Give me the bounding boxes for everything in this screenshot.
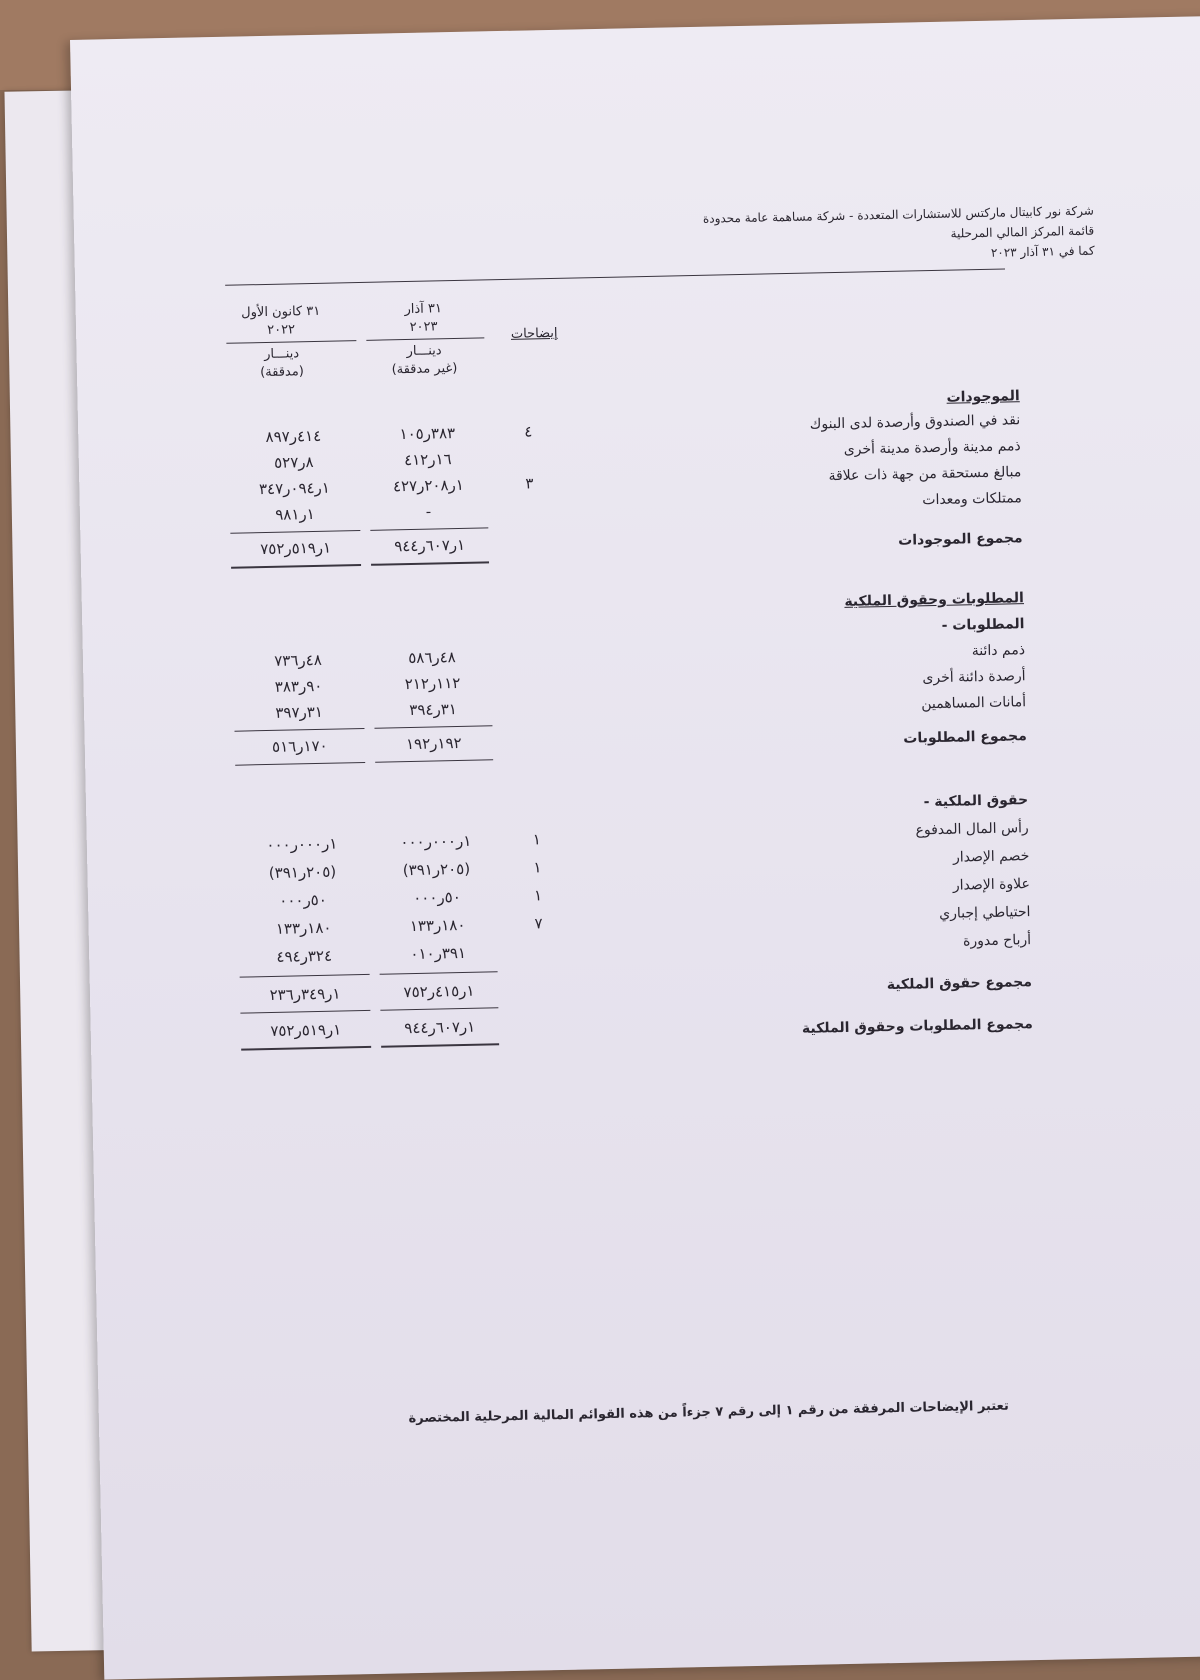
footer-note: تعتبر الإيضاحات المرفقة من رقم ١ إلى رقم ٧ جزءاً من هذه القوائم المالية المرحلية المختصرة	[408, 1398, 1009, 1427]
row-label: أمانات المساهمين	[921, 694, 1027, 713]
grand-total-prior-value: ١ر٥١٩ر٧٥٢	[270, 1020, 342, 1041]
row-label: أرصدة دائنة أخرى	[922, 668, 1026, 687]
row-note: ٧	[534, 914, 543, 933]
subtotal-rule	[370, 527, 488, 530]
row-prior-value: ٣٢٤ر٤٩٤	[276, 946, 333, 966]
subtotal-rule	[230, 530, 360, 534]
subtotal-rule	[380, 1007, 498, 1010]
total-current-value: ١ر٤١٥ر٧٥٢	[403, 981, 475, 1002]
row-label: ذمم مدينة وأرصدة مدينة أخرى	[843, 438, 1021, 458]
header-rule	[225, 268, 1005, 285]
liabilities-title: المطلوبات -	[941, 616, 1025, 634]
total-current-value: ١ر٦٠٧ر٩٤٤	[394, 535, 466, 556]
subtotal-rule	[240, 1010, 370, 1014]
row-prior-value: ١ر٠٩٤ر٣٤٧	[258, 478, 331, 499]
row-current-value: ٣٩١ر٠١٠	[410, 943, 467, 964]
row-note	[519, 942, 559, 943]
row-label: نقد في الصندوق وأرصدة لدى البنوك	[809, 412, 1021, 433]
row-note: ٣	[525, 474, 534, 493]
row-label: أرباح مدورة	[962, 932, 1032, 950]
row-current-value: ٤٨ر٥٨٦	[408, 648, 456, 668]
total-rule	[371, 561, 489, 565]
row-prior-value: ٨ر٥٢٧	[273, 452, 314, 472]
equity-title: حقوق الملكية -	[923, 792, 1029, 811]
row-note: ١	[533, 886, 543, 905]
row-current-value: ١١٢ر٢١٢	[404, 673, 461, 694]
total-rule	[375, 759, 493, 762]
row-note: ١	[532, 830, 542, 849]
row-label: ممتلكات ومعدات	[922, 490, 1022, 509]
row-prior-value: ٣١ر٣٩٧	[275, 702, 324, 722]
row-current-value: ٥٠ر٠٠٠	[413, 888, 461, 907]
prior-period-subheader	[211, 344, 352, 383]
prior-period-header	[211, 302, 352, 341]
row-prior-value: ١ر٠٠٠ر٠٠٠	[266, 834, 338, 855]
total-label: مجموع الموجودات	[898, 530, 1023, 549]
company-name: شركة نور كابيتال ماركتس للاستشارات المتعددة - شركة مساهمة عامة محدودة	[702, 203, 1094, 226]
grand-total-rule	[381, 1043, 499, 1047]
total-prior-value: ١ر٣٤٩ر٢٣٦	[269, 984, 341, 1005]
notes-column-header: إيضاحات	[510, 325, 558, 342]
row-label: خصم الإصدار	[952, 848, 1030, 866]
prior-status: (مدققة)	[259, 364, 304, 381]
total-rule	[235, 762, 365, 766]
total-current-value: ١٩٢ر١٩٢	[405, 733, 462, 754]
statement-date: كما في ٣١ آذار ٢٠٢٣	[990, 243, 1095, 260]
row-current-value: ٣١ر٣٩٤	[409, 700, 458, 720]
statement-title: قائمة المركز المالي المرحلية	[950, 223, 1095, 241]
prior-date: ٣١ كانون الأول	[241, 303, 321, 321]
grand-total-label: مجموع المطلوبات وحقوق الملكية	[801, 1016, 1033, 1037]
row-prior-value: ٩٠ر٣٨٣	[274, 676, 323, 696]
row-prior-value: ٤٨ر٧٣٦	[274, 650, 322, 670]
row-label: رأس المال المدفوع	[915, 820, 1029, 839]
row-current-value: ١٦ر٤١٢	[403, 450, 452, 470]
subtotal-rule	[235, 728, 365, 732]
grand-total-current-value: ١ر٦٠٧ر٩٤٤	[404, 1017, 476, 1038]
current-status: (غير مدققة)	[391, 360, 458, 378]
row-label: علاوة الإصدار	[952, 876, 1031, 894]
subtotal-rule	[374, 725, 492, 728]
prior-header-rule	[226, 340, 356, 344]
row-note	[510, 500, 550, 501]
current-period-subheader	[361, 341, 487, 380]
total-label: مجموع المطلوبات	[903, 728, 1027, 747]
subtotal-rule	[240, 974, 370, 978]
row-note: ٤	[524, 422, 533, 441]
total-label: مجموع حقوق الملكية	[886, 974, 1033, 994]
current-period-header	[361, 299, 487, 338]
prior-currency: دينـــار	[263, 346, 300, 363]
assets-title: الموجودات	[946, 388, 1020, 406]
current-header-rule	[366, 337, 484, 340]
row-note	[509, 448, 549, 449]
row-current-value: ١٨٠ر١٣٣	[409, 915, 466, 936]
current-date: ٣١ آذار	[404, 301, 443, 318]
liabilities-equity-title: المطلوبات وحقوق الملكية	[844, 590, 1025, 610]
row-note: ١	[533, 858, 542, 877]
row-label: مبالغ مستحقة من جهة ذات علاقة	[828, 464, 1022, 485]
row-prior-value: ١٨٠ر١٣٣	[275, 918, 332, 938]
balance-sheet	[70, 15, 1200, 1640]
document-page	[70, 15, 1200, 1680]
row-current-value: ١ر٢٠٨ر٤٢٧	[392, 475, 465, 496]
row-current-value: ٣٨٣ر١٠٥	[399, 424, 456, 444]
row-current-value: ١ر٠٠٠ر٠٠٠	[400, 831, 472, 852]
row-current-value: -	[425, 502, 433, 521]
total-prior-value: ١٧٠ر٥١٦	[271, 736, 328, 756]
row-label: احتياطي إجباري	[939, 904, 1031, 922]
subtotal-rule	[380, 971, 498, 974]
total-rule	[231, 564, 361, 569]
row-prior-value: (٢٠٥ر٣٩١)	[268, 862, 337, 883]
row-prior-value: ١ر٩٨١	[275, 504, 315, 524]
row-prior-value: ٤١٤ر٨٩٧	[265, 426, 322, 446]
current-currency: دينـــار	[406, 343, 442, 360]
row-prior-value: ٥٠ر٠٠٠	[279, 890, 328, 910]
row-label: ذمم دائنة	[971, 642, 1026, 660]
prior-year: ٢٠٢٢	[266, 322, 296, 338]
grand-total-rule	[241, 1046, 371, 1051]
current-year: ٢٠٢٣	[409, 319, 438, 335]
document-header	[534, 201, 1095, 273]
row-current-value: (٢٠٥ر٣٩١)	[402, 859, 471, 880]
total-prior-value: ١ر٥١٩ر٧٥٢	[260, 538, 332, 559]
